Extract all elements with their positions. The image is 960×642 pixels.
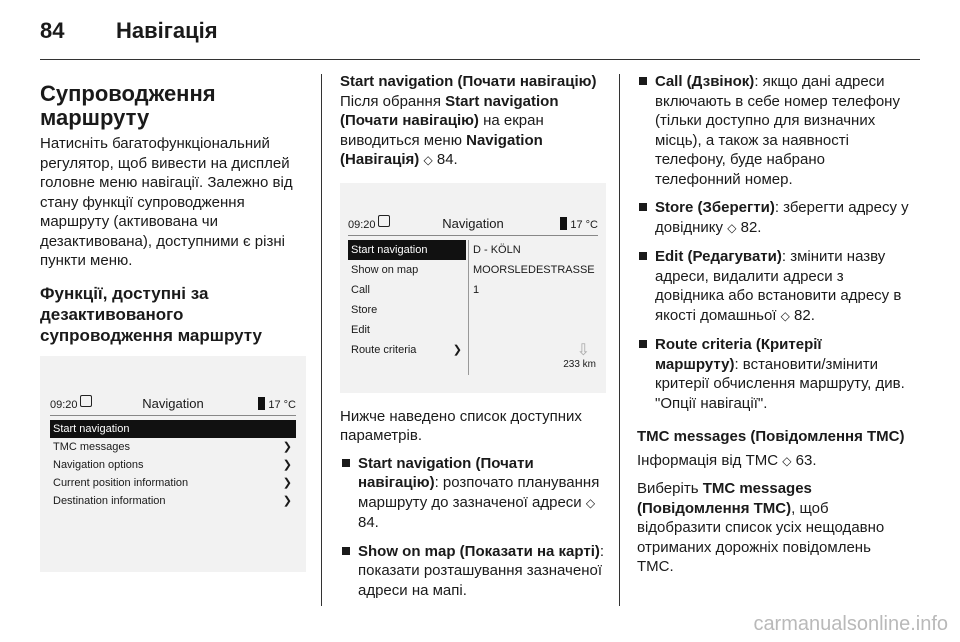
paragraph: Після обрання Start navigation (Почати навігацію) на екран виводиться меню Navigation (Навігація) ◇ 84. (340, 92, 559, 168)
list-item: Start navigation (Почати навігацію): розпочато планування маршруту до зазначеної адреси ◇ 84. (340, 454, 608, 533)
watermark: carmanualsonline.info (753, 613, 948, 635)
chevron-right-icon: ❯ (282, 494, 292, 507)
chapter-title: Навігація (116, 18, 218, 43)
chevron-right-icon: ❯ (452, 343, 462, 356)
column-2 (340, 72, 608, 609)
bullet-icon (342, 459, 350, 467)
arrow-down-icon: ⇩ (576, 342, 590, 359)
column-1 (40, 72, 308, 584)
list-intro: Нижче наведено список доступних параметрів. (340, 407, 582, 444)
thermometer-icon (258, 397, 265, 410)
distance-readout: 233 km (563, 359, 596, 370)
address-panel (473, 240, 597, 300)
menu-item-call[interactable]: Call (351, 283, 370, 296)
screen-temperature: 17 °C (258, 396, 296, 416)
menu-item-start-navigation[interactable]: Start navigation (50, 420, 296, 438)
thermometer-icon (560, 217, 567, 230)
navigation-screen-figure (340, 183, 606, 393)
screen-time: 09:20 (348, 218, 376, 231)
chevron-right-icon: ❯ (282, 458, 292, 471)
list-item: Store (Зберегти): зберегти адресу у довіднику ◇ 82. (637, 198, 909, 238)
list-item: Route criteria (Критерії маршруту): встановити/змінити критерії обчислення маршруту, див. "Опції навігації". (637, 335, 909, 413)
page-ref-icon: ◇ (727, 220, 737, 235)
bullet-icon (639, 252, 647, 260)
address-street: MOORSLEDESTRASSE (473, 263, 595, 276)
screen-title: Navigation (442, 215, 504, 231)
navigation-screen-figure (40, 356, 306, 572)
menu-item-navigation-options[interactable]: Navigation options ❯ (50, 456, 296, 474)
menu-item-tmc-messages[interactable]: TMC messages ❯ (50, 438, 296, 456)
bullet-icon (639, 340, 647, 348)
subsection-heading: TMC messages (Повідомлення TMC) (637, 428, 905, 445)
page-ref-icon: ◇ (423, 153, 433, 167)
column-3 (637, 72, 909, 585)
page-header (40, 18, 920, 58)
paragraph: Інформація від TMC ◇ 63. (637, 451, 817, 469)
menu-item-route-criteria[interactable]: Route criteria ❯ (348, 340, 466, 360)
chevron-right-icon: ❯ (282, 476, 292, 489)
bullet-icon (342, 547, 350, 555)
chevron-right-icon: ❯ (282, 440, 292, 453)
menu-item-show-on-map[interactable]: Show on map (351, 263, 419, 276)
address-city: D - KÖLN (473, 243, 521, 256)
column-divider (619, 74, 620, 606)
paragraph: Виберіть TMC messages (Повідомлення TMC), щоб відобразити список усіх нещодавно отриманих дорожніх повідомлень TMC. (637, 480, 885, 575)
screen-title: Navigation (142, 395, 204, 411)
screen-status-bar (50, 393, 296, 413)
column-divider (321, 74, 322, 606)
page-ref-icon: ◇ (780, 308, 790, 323)
subsection-heading: Start navigation (Почати навігацію) (340, 73, 597, 90)
screen-divider (468, 240, 469, 375)
menu-item-destination-info[interactable]: Destination information ❯ (50, 492, 296, 510)
screen-temperature: 17 °C (560, 216, 598, 236)
menu-item-start-navigation[interactable]: Start navigation (348, 240, 466, 260)
page-number: 84 (40, 18, 65, 43)
screen-time: 09:20 (50, 398, 78, 411)
subsection-title: Функції, доступні за дезактивованого супроводження маршруту (40, 283, 262, 345)
bullet-icon (639, 203, 647, 211)
bullet-icon (639, 77, 647, 85)
menu-item-store[interactable]: Store (351, 303, 378, 316)
list-item: Call (Дзвінок): якщо дані адреси включають в себе номер телефону (тільки доступно для визначних місць), а також за наявності телефону, буде набрано телефонний номер. (637, 72, 909, 189)
section-title: Супроводження маршруту (40, 81, 216, 130)
list-item: Edit (Редагувати): змінити назву адреси, видалити адреси з довідника або встановити адресу в якості домашньої ◇ 82. (637, 247, 909, 326)
menu-item-edit[interactable]: Edit (351, 323, 370, 336)
screen-status-bar (348, 213, 598, 233)
menu-item-current-position[interactable]: Current position information ❯ (50, 474, 296, 492)
intro-paragraph: Натисніть багатофункціональний регулятор, щоб вивести на дисплей головне меню навігації. Залежно від стану функції супроводження маршруту (активована чи дезактивована), доступними є різні пункти меню. (40, 135, 293, 269)
list-item: Show on map (Показати на карті): показати розташування зазначеної адреси на мапі. (340, 542, 608, 601)
header-rule (40, 59, 920, 60)
address-number: 1 (473, 283, 480, 296)
page-ref-icon: ◇ (782, 453, 792, 468)
page-ref-icon: ◇ (585, 495, 596, 510)
